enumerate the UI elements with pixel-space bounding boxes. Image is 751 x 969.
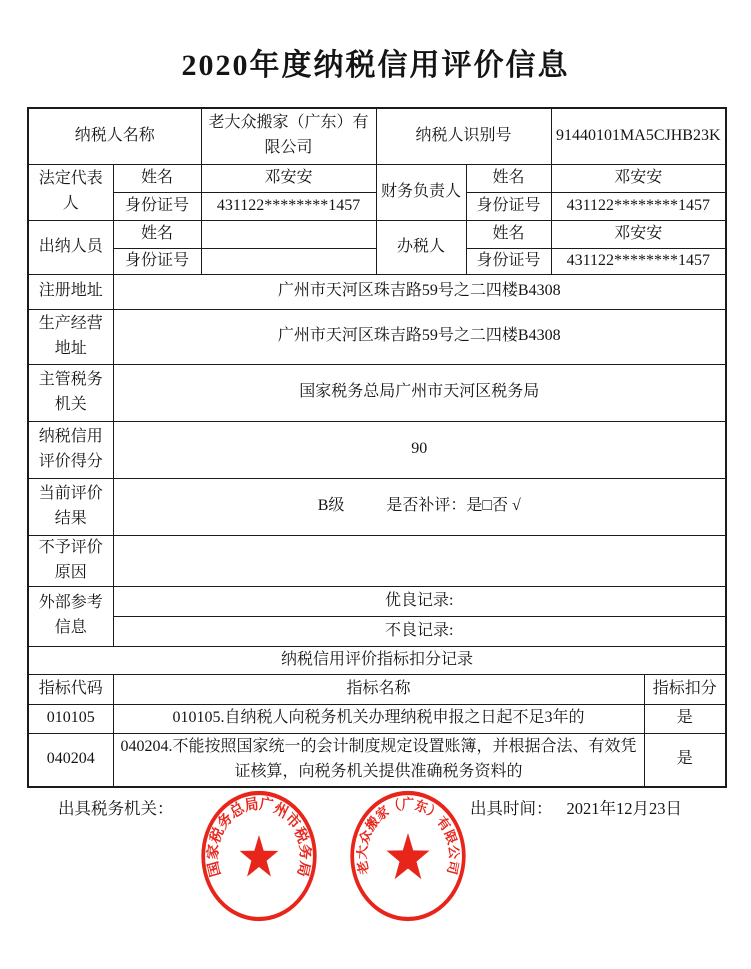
tax-authority-label: 主管税务机关 [28, 364, 113, 421]
legal-rep-id-value: 431122********1457 [201, 192, 376, 220]
cashier-id-value [201, 248, 376, 274]
issue-date-value: 2021年12月23日 [566, 799, 682, 818]
table-row [28, 704, 726, 733]
table-row [28, 108, 726, 164]
indicator-deduction: 是 [644, 704, 726, 733]
indicator-code: 040204 [28, 733, 113, 787]
indicator-code: 010105 [28, 704, 113, 733]
taxpayer-name-value: 老大众搬家（广东）有限公司 [201, 108, 376, 164]
tax-agent-id-value: 431122********1457 [551, 248, 726, 274]
current-result-value [113, 478, 726, 535]
cashier-label: 出纳人员 [28, 220, 113, 274]
seal-star-icon [386, 833, 429, 879]
no-eval-reason-value [113, 535, 726, 586]
result-grade: B级 [317, 497, 345, 515]
finance-head-name-label: 姓名 [466, 164, 551, 192]
table-row [28, 309, 726, 364]
table-row [28, 164, 726, 192]
supplement-eval-text: 是否补评：是□否 √ [386, 497, 521, 515]
registered-address-label: 注册地址 [28, 274, 113, 309]
credit-score-label: 纳税信用评价得分 [28, 421, 113, 478]
finance-head-name-value: 邓安安 [551, 164, 726, 192]
table-row [28, 535, 726, 586]
table-row [28, 364, 726, 421]
no-eval-reason-label: 不予评价原因 [28, 535, 113, 586]
legal-rep-id-label: 身份证号 [113, 192, 201, 220]
seal-text: 国家税务总局广州市税务局 [205, 795, 313, 879]
indicator-name: 040204.不能按照国家统一的会计制度规定设置账簿，并根据合法、有效凭证核算，向税务机关提供准确税务资料的 [113, 733, 644, 787]
issue-time [470, 795, 682, 819]
legal-rep-name-label: 姓名 [113, 164, 201, 192]
table-row [28, 646, 726, 674]
tax-agent-name-label: 姓名 [466, 220, 551, 248]
current-result-label: 当前评价结果 [28, 478, 113, 535]
business-address-label: 生产经营地址 [28, 309, 113, 364]
table-row [28, 220, 726, 248]
indicator-deduction: 是 [644, 733, 726, 787]
taxpayer-id-value: 91440101MA5CJHB23K [551, 108, 726, 164]
tax-agent-id-label: 身份证号 [466, 248, 551, 274]
cashier-name-value [201, 220, 376, 248]
cashier-id-label: 身份证号 [113, 248, 201, 274]
finance-head-label: 财务负责人 [376, 164, 466, 220]
indicator-name-header: 指标名称 [113, 674, 644, 704]
seal-text: 老大众搬家（广东）有限公司 [354, 796, 462, 877]
indicator-code-header: 指标代码 [28, 674, 113, 704]
footer [0, 795, 751, 817]
finance-head-id-value: 431122********1457 [551, 192, 726, 220]
tax-credit-table [27, 107, 727, 788]
cashier-name-label: 姓名 [113, 220, 201, 248]
issuing-authority-label: 出具税务机关： [58, 799, 174, 818]
table-row [28, 674, 726, 704]
issue-time-label: 出具时间： [470, 799, 553, 818]
legal-rep-name-value: 邓安安 [201, 164, 376, 192]
table-row [28, 586, 726, 616]
registered-address-value: 广州市天河区珠吉路59号之二四楼B4308 [113, 274, 726, 309]
finance-head-id-label: 身份证号 [466, 192, 551, 220]
tax-authority-value: 国家税务总局广州市天河区税务局 [113, 364, 726, 421]
external-ref-label: 外部参考信息 [28, 586, 113, 646]
seal-star-icon [240, 835, 279, 877]
tax-agent-label: 办税人 [376, 220, 466, 274]
credit-score-value: 90 [113, 421, 726, 478]
indicator-name: 010105.自纳税人向税务机关办理纳税申报之日起不足3年的 [113, 704, 644, 733]
deduction-section-title: 纳税信用评价指标扣分记录 [28, 646, 726, 674]
table-row [28, 616, 726, 646]
taxpayer-name-label: 纳税人名称 [28, 108, 201, 164]
table-row [28, 274, 726, 309]
table-row [28, 421, 726, 478]
indicator-deduction-header: 指标扣分 [644, 674, 726, 704]
tax-agent-name-value: 邓安安 [551, 220, 726, 248]
table-row [28, 478, 726, 535]
legal-rep-label: 法定代表人 [28, 164, 113, 220]
good-record-label: 优良记录: [113, 586, 726, 616]
business-address-value: 广州市天河区珠吉路59号之二四楼B4308 [113, 309, 726, 364]
page-title: 2020年度纳税信用评价信息 [181, 49, 570, 82]
taxpayer-id-label: 纳税人识别号 [376, 108, 551, 164]
table-row [28, 733, 726, 787]
bad-record-label: 不良记录: [113, 616, 726, 646]
